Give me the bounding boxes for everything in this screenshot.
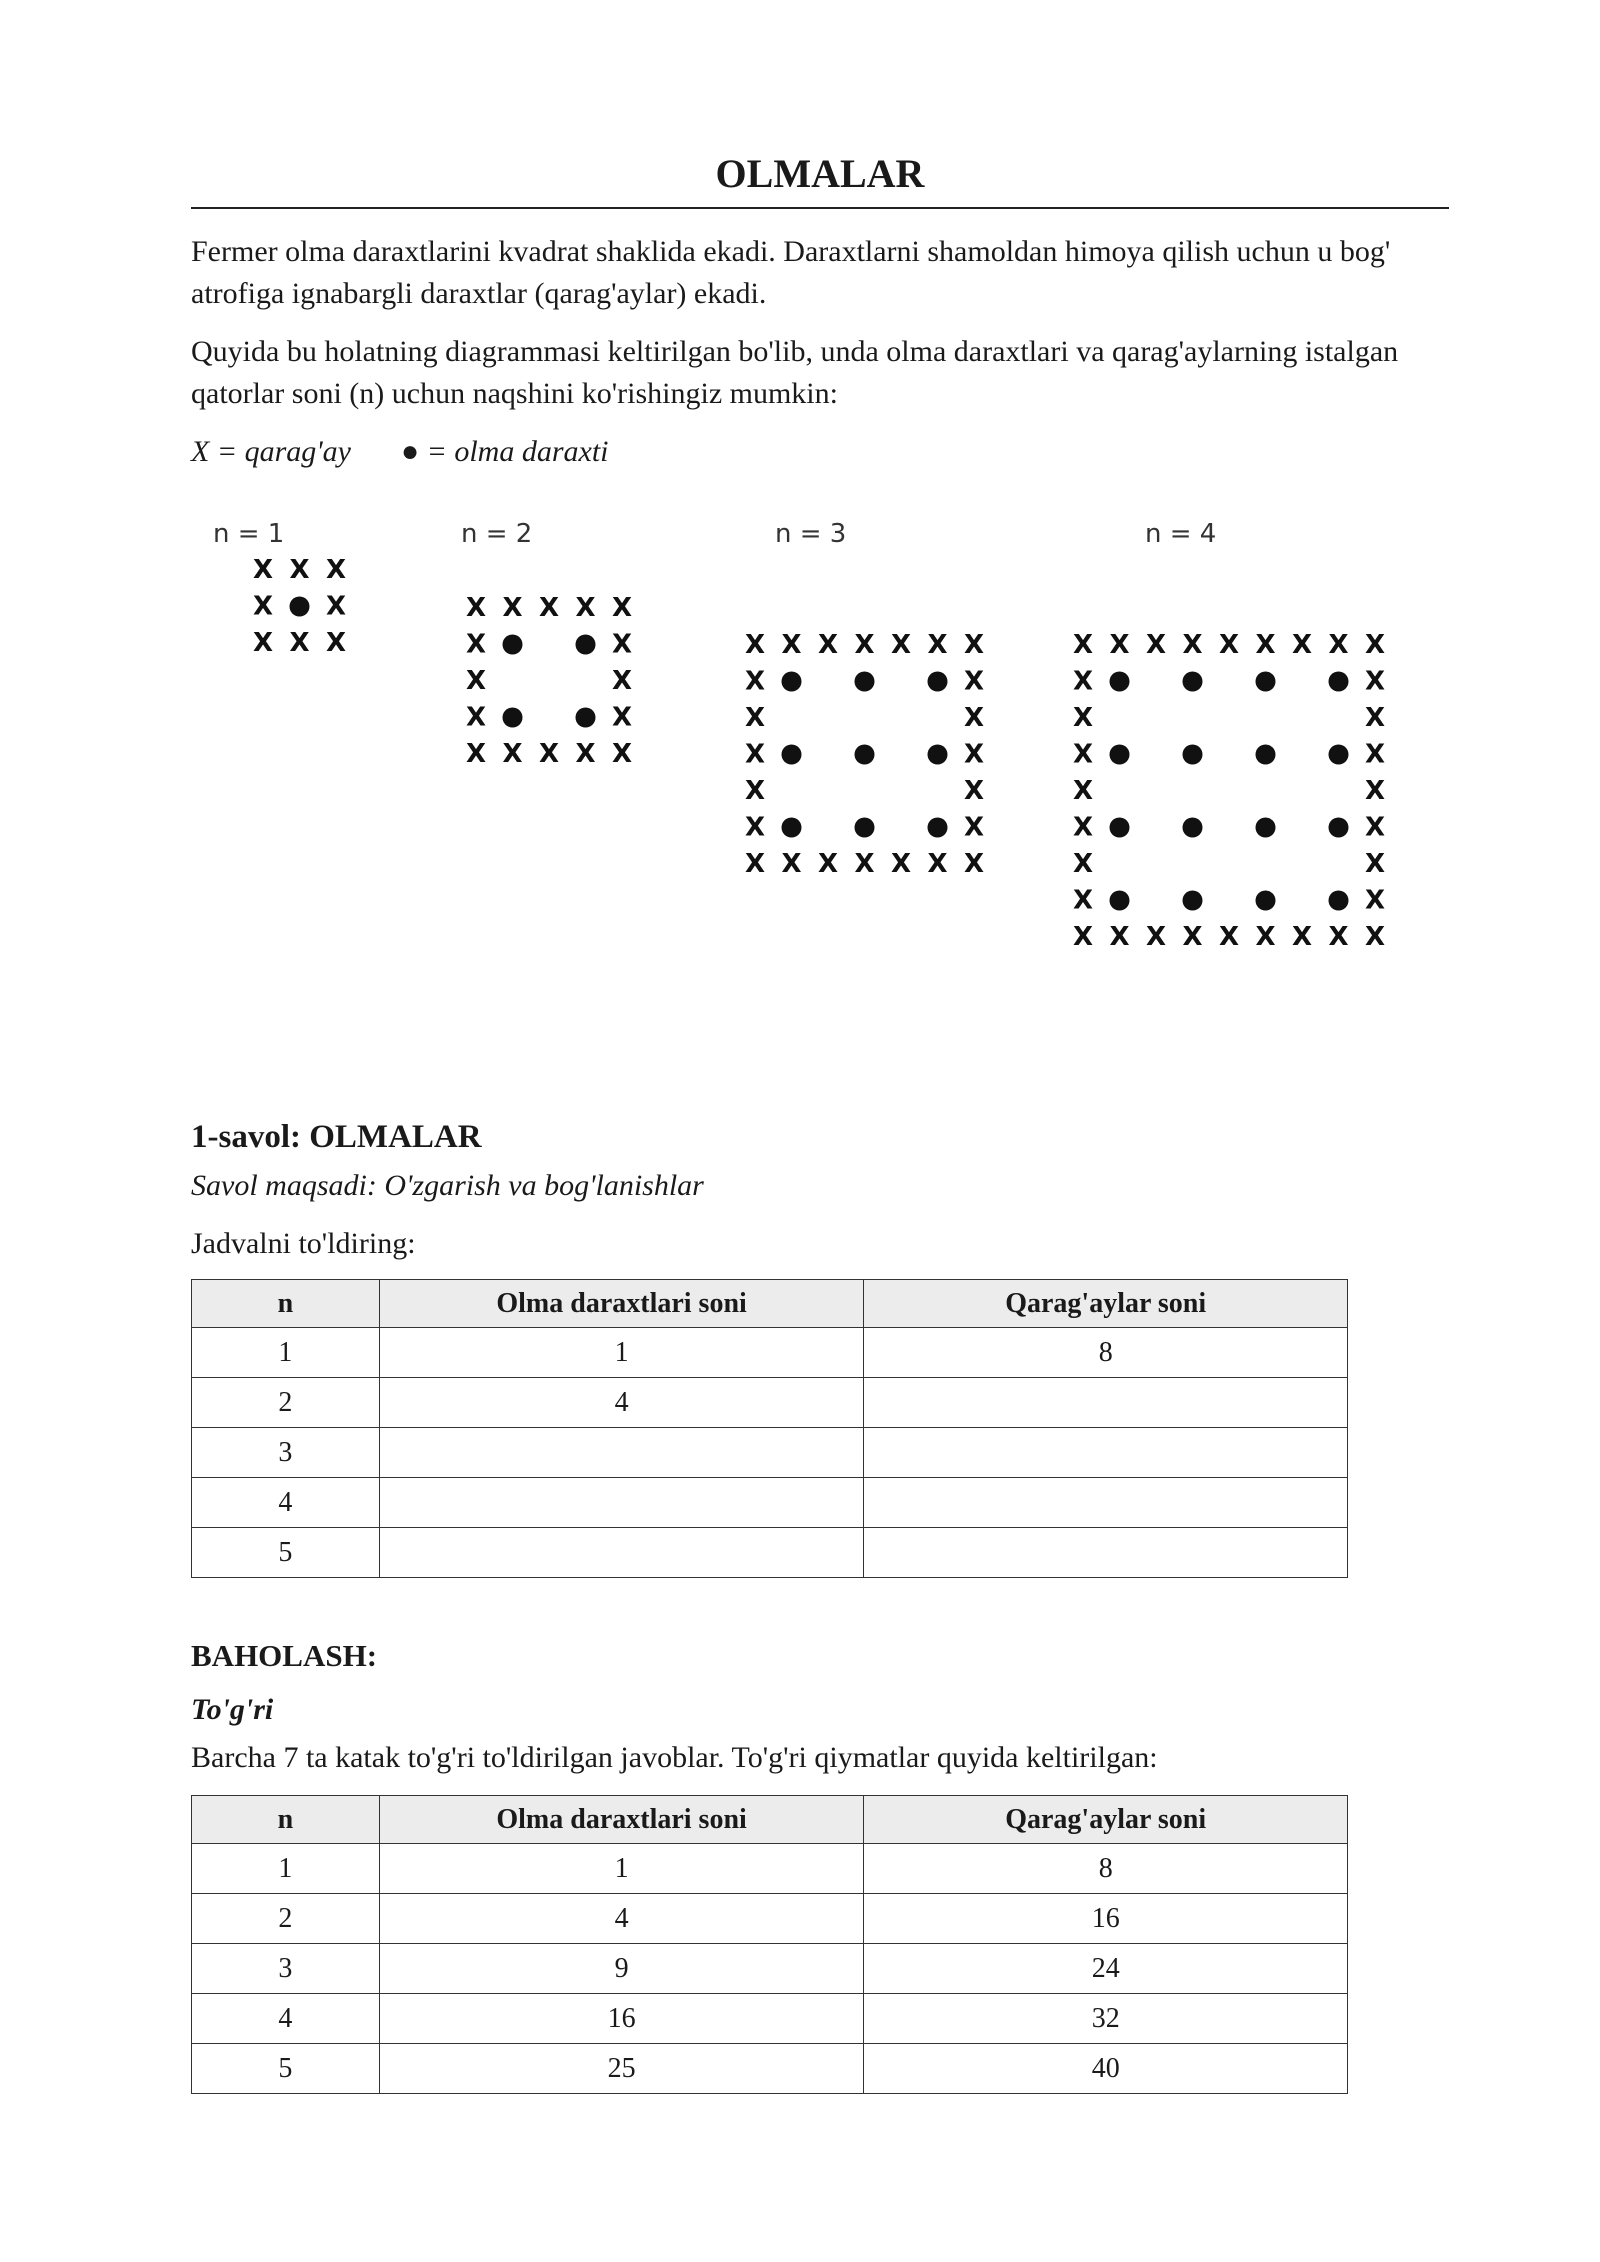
pine-mark: X xyxy=(1072,630,1094,660)
apple-tree-dot xyxy=(290,597,310,617)
pine-mark: X xyxy=(1364,885,1386,916)
pine-mark: X xyxy=(611,702,633,733)
pine-mark: X xyxy=(744,812,766,843)
pine-mark: X xyxy=(252,555,274,585)
pine-mark: X xyxy=(538,593,560,623)
pine-mark: X xyxy=(854,849,875,879)
apple-tree-dot xyxy=(1183,891,1203,911)
apple-tree-dot xyxy=(1256,818,1276,838)
pine-mark: X xyxy=(1364,739,1386,770)
pine-mark: X xyxy=(744,849,766,879)
scoring-table-row xyxy=(192,1994,1348,2044)
pine-mark: X xyxy=(1218,922,1240,952)
pine-mark: X xyxy=(963,630,985,660)
scoring-table-cell: 1 xyxy=(192,1844,380,1894)
apple-tree-dot xyxy=(1183,672,1203,692)
apple-tree-dot xyxy=(1183,818,1203,838)
scoring-table-row xyxy=(192,1944,1348,1994)
pine-mark: X xyxy=(1109,630,1130,660)
pine-mark: X xyxy=(963,666,985,697)
pine-mark: X xyxy=(1072,776,1094,806)
question-table xyxy=(191,1279,1348,1578)
scoring-table-row xyxy=(192,1844,1348,1894)
pattern-label: n = 2 xyxy=(461,519,533,549)
pine-mark: X xyxy=(744,776,766,806)
pine-mark: X xyxy=(1291,630,1313,660)
question-header-cell: n xyxy=(192,1280,380,1328)
pine-mark: X xyxy=(465,593,487,623)
scoring-description: Barcha 7 ta katak to'g'ri to'ldirilgan javoblar. To'g'ri qiymatlar quyida keltirilgan: xyxy=(191,1741,1158,1774)
question-table-cell xyxy=(379,1528,864,1578)
pine-mark: X xyxy=(1218,630,1240,660)
pine-mark: X xyxy=(963,849,985,879)
scoring-table-cell: 16 xyxy=(379,1994,864,2044)
pine-mark: X xyxy=(1364,630,1386,660)
pine-mark: X xyxy=(963,776,985,806)
question-table-cell xyxy=(379,1428,864,1478)
scoring-table-cell: 32 xyxy=(864,1994,1348,2044)
apple-tree-dot xyxy=(1256,672,1276,692)
scoring-table-cell: 2 xyxy=(192,1894,380,1944)
apple-tree-dot xyxy=(855,745,875,765)
apple-tree-dot xyxy=(1183,745,1203,765)
pattern-label: n = 1 xyxy=(213,519,285,549)
scoring-table-cell: 24 xyxy=(864,1944,1348,1994)
question-table-cell: 5 xyxy=(192,1528,380,1578)
pine-mark: X xyxy=(1145,922,1167,952)
apple-tree-dot xyxy=(1329,745,1349,765)
pine-mark: X xyxy=(1364,666,1386,697)
question-table-cell: 2 xyxy=(192,1378,380,1428)
pine-mark: X xyxy=(1364,776,1386,806)
scoring-table-header xyxy=(192,1796,1348,1844)
pine-mark: X xyxy=(817,630,839,660)
question-table-cell xyxy=(864,1378,1348,1428)
scoring-table-cell: 40 xyxy=(864,2044,1348,2094)
question-table-row xyxy=(192,1428,1348,1478)
pine-mark: X xyxy=(817,849,839,879)
apple-tree-dot xyxy=(576,635,596,655)
pine-mark: X xyxy=(1072,703,1094,733)
pine-mark: X xyxy=(1182,922,1203,952)
pine-mark: X xyxy=(325,591,347,622)
pine-mark: X xyxy=(744,666,766,697)
pattern-diagram-svg xyxy=(191,510,1449,1150)
question-table-cell xyxy=(379,1478,864,1528)
pine-mark: X xyxy=(1364,812,1386,843)
apple-tree-dot xyxy=(782,818,802,838)
pine-mark: X xyxy=(502,739,523,769)
apple-tree-dot xyxy=(928,672,948,692)
question-header-cell: Olma daraxtlari soni xyxy=(379,1280,864,1328)
apple-tree-dot xyxy=(1256,745,1276,765)
question-table-cell: 1 xyxy=(192,1328,380,1378)
question-table-cell xyxy=(864,1428,1348,1478)
pine-mark: X xyxy=(854,630,875,660)
pine-mark: X xyxy=(1072,922,1094,952)
pine-mark: X xyxy=(1364,703,1386,733)
pine-mark: X xyxy=(927,849,948,879)
apple-tree-dot xyxy=(503,708,523,728)
pine-mark: X xyxy=(1072,849,1094,879)
pine-mark: X xyxy=(325,628,347,658)
pine-mark: X xyxy=(325,555,347,585)
pine-mark: X xyxy=(289,555,310,585)
pine-mark: X xyxy=(611,666,633,696)
apple-tree-dot xyxy=(855,672,875,692)
apple-tree-dot xyxy=(1329,672,1349,692)
apple-tree-dot xyxy=(1329,818,1349,838)
pine-mark: X xyxy=(1072,885,1094,916)
question-table-row xyxy=(192,1328,1348,1378)
legend-apple: ● = olma daraxti xyxy=(400,435,609,468)
apple-tree-dot xyxy=(576,708,596,728)
apple-tree-dot xyxy=(1110,891,1130,911)
scoring-table-cell: 9 xyxy=(379,1944,864,1994)
pattern-diagram xyxy=(191,510,1449,1150)
pine-mark: X xyxy=(252,628,274,658)
scoring-table-cell: 25 xyxy=(379,2044,864,2094)
pine-mark: X xyxy=(781,849,802,879)
question-table-cell xyxy=(864,1528,1348,1578)
apple-tree-dot xyxy=(503,635,523,655)
pine-mark: X xyxy=(890,630,912,660)
pine-mark: X xyxy=(611,593,633,623)
pine-mark: X xyxy=(963,812,985,843)
question-table-cell: 4 xyxy=(192,1478,380,1528)
pine-mark: X xyxy=(1145,630,1167,660)
apple-tree-dot xyxy=(928,818,948,838)
pine-mark: X xyxy=(252,591,274,622)
scoring-header-cell: Qarag'aylar soni xyxy=(864,1796,1348,1844)
pine-mark: X xyxy=(289,628,310,658)
pine-mark: X xyxy=(963,703,985,733)
scoring-table-row xyxy=(192,2044,1348,2094)
apple-tree-dot xyxy=(1256,891,1276,911)
pine-mark: X xyxy=(744,739,766,770)
pine-mark: X xyxy=(744,630,766,660)
scoring-table-cell: 4 xyxy=(379,1894,864,1944)
apple-tree-dot xyxy=(855,818,875,838)
scoring-table xyxy=(191,1795,1348,2094)
pine-mark: X xyxy=(465,666,487,696)
question-aim: Savol maqsadi: O'zgarish va bog'lanishlar xyxy=(191,1169,704,1202)
pine-mark: X xyxy=(744,703,766,733)
pine-mark: X xyxy=(927,630,948,660)
question-header-cell: Qarag'aylar soni xyxy=(864,1280,1348,1328)
pine-mark: X xyxy=(1072,812,1094,843)
legend xyxy=(191,431,1449,473)
scoring-header-cell: Olma daraxtlari soni xyxy=(379,1796,864,1844)
pine-mark: X xyxy=(890,849,912,879)
scoring-table-cell: 4 xyxy=(192,1994,380,2044)
pine-mark: X xyxy=(465,629,487,660)
apple-tree-dot xyxy=(782,745,802,765)
question-table-row xyxy=(192,1528,1348,1578)
apple-tree-dot xyxy=(928,745,948,765)
scoring-table-cell: 16 xyxy=(864,1894,1348,1944)
pattern-label: n = 4 xyxy=(1145,519,1217,549)
pine-mark: X xyxy=(502,593,523,623)
apple-tree-dot xyxy=(1110,745,1130,765)
intro-paragraph-1: Fermer olma daraxtlarini kvadrat shaklida ekadi. Daraxtlarni shamoldan himoya qilish uchun u bog' atrofiga ignabargli daraxtlar (qarag'aylar) ekadi. xyxy=(191,235,1391,310)
scoring-heading: BAHOLASH: xyxy=(191,1638,378,1673)
pine-mark: X xyxy=(611,629,633,660)
pine-mark: X xyxy=(1364,849,1386,879)
question-table-cell: 3 xyxy=(192,1428,380,1478)
pine-mark: X xyxy=(538,739,560,769)
pine-mark: X xyxy=(1072,739,1094,770)
pattern-label: n = 3 xyxy=(775,519,847,549)
pine-mark: X xyxy=(611,739,633,769)
scoring-header-cell: n xyxy=(192,1796,380,1844)
pine-mark: X xyxy=(1328,922,1349,952)
pine-mark: X xyxy=(575,739,596,769)
pine-mark: X xyxy=(1328,630,1349,660)
apple-tree-dot xyxy=(1110,672,1130,692)
scoring-section xyxy=(191,1635,1449,2094)
pine-mark: X xyxy=(1255,630,1276,660)
pine-mark: X xyxy=(1109,922,1130,952)
pine-mark: X xyxy=(1291,922,1313,952)
question-instruction: Jadvalni to'ldiring: xyxy=(191,1227,416,1260)
question-heading: 1-savol: OLMALAR xyxy=(191,1119,482,1155)
apple-tree-dot xyxy=(1329,891,1349,911)
scoring-table-cell: 3 xyxy=(192,1944,380,1994)
pine-mark: X xyxy=(781,630,802,660)
apple-tree-dot xyxy=(1110,818,1130,838)
question-table-header xyxy=(192,1280,1348,1328)
pine-mark: X xyxy=(1364,922,1386,952)
question-table-cell: 8 xyxy=(864,1328,1348,1378)
intro-paragraph-2: Quyida bu holatning diagrammasi keltirilgan bo'lib, unda olma daraxtlari va qarag'aylarning istalgan qatorlar soni (n) uchun naqshini ko'rishingiz mumkin: xyxy=(191,335,1399,410)
scoring-table-row xyxy=(192,1894,1348,1944)
question-table-cell: 1 xyxy=(379,1328,864,1378)
pine-mark: X xyxy=(575,593,596,623)
pine-mark: X xyxy=(1182,630,1203,660)
legend-pine: X = qarag'ay xyxy=(191,435,351,468)
question-table-cell: 4 xyxy=(379,1378,864,1428)
page-title: OLMALAR xyxy=(191,150,1449,209)
pine-mark: X xyxy=(465,739,487,769)
apple-tree-dot xyxy=(782,672,802,692)
scoring-table-cell: 8 xyxy=(864,1844,1348,1894)
question-table-cell xyxy=(864,1478,1348,1528)
pine-mark: X xyxy=(963,739,985,770)
document-page xyxy=(191,150,1449,2084)
scoring-table-cell: 1 xyxy=(379,1844,864,1894)
question-section xyxy=(191,1115,1449,1578)
pine-mark: X xyxy=(1072,666,1094,697)
question-table-row xyxy=(192,1478,1348,1528)
scoring-table-cell: 5 xyxy=(192,2044,380,2094)
question-table-row xyxy=(192,1378,1348,1428)
pine-mark: X xyxy=(1255,922,1276,952)
pine-mark: X xyxy=(465,702,487,733)
scoring-correct-label: To'g'ri xyxy=(191,1693,274,1726)
